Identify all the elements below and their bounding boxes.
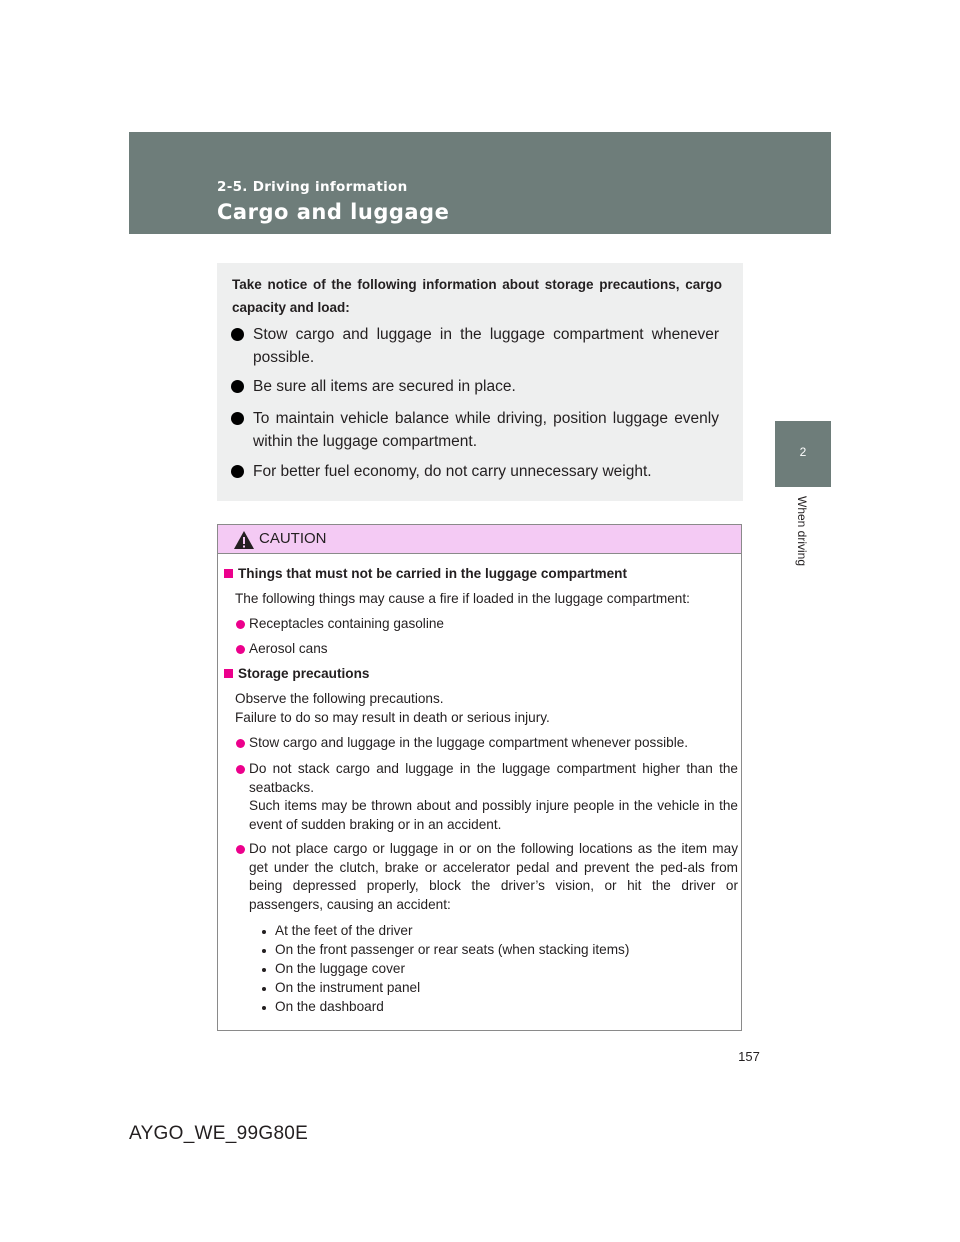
info-item <box>253 407 719 453</box>
bullet-icon <box>236 645 245 654</box>
caution-sub-item-text: On the front passenger or rear seats (when stacking items) <box>275 942 630 957</box>
square-bullet-icon <box>224 569 233 578</box>
caution-heading-text: Storage precautions <box>238 666 370 681</box>
header-band <box>129 132 831 234</box>
info-intro: Take notice of the following information about storage precautions, cargo capacity and load: <box>232 277 722 315</box>
info-box <box>217 263 743 501</box>
caution-bullet-text: Receptacles containing gasoline <box>249 616 444 631</box>
info-item-text: Stow cargo and luggage in the luggage compartment whenever possible. <box>253 326 719 366</box>
caution-text: Observe the following precautions. <box>235 691 444 706</box>
chapter-label: When driving <box>795 496 809 567</box>
caution-text: Failure to do so may result in death or serious injury. <box>235 710 550 725</box>
caution-sub-item <box>260 960 745 979</box>
bullet-icon <box>231 328 244 341</box>
caution-bullet-text: Aerosol cans <box>249 641 328 656</box>
info-item <box>253 460 719 483</box>
bullet-icon <box>262 1006 266 1010</box>
caution-sub-item-text: On the dashboard <box>275 999 384 1014</box>
caution-heading-text: Things that must not be carried in the luggage compartment <box>238 566 627 581</box>
info-item <box>253 323 719 369</box>
caution-sub-item-text: On the instrument panel <box>275 980 421 995</box>
caution-heading <box>224 665 369 684</box>
bullet-icon <box>262 930 266 934</box>
info-item <box>253 375 719 398</box>
info-item-text: To maintain vehicle balance while driving, position luggage evenly within the luggage compartment. <box>253 410 719 450</box>
chapter-tab <box>775 421 831 487</box>
caution-bullet-continuation: Such items may be thrown about and possibly injure people in the vehicle in the event of sudden braking or in an accident. <box>249 798 738 832</box>
bullet-icon <box>236 845 245 854</box>
caution-sub-item <box>260 941 745 960</box>
warning-triangle-icon <box>233 530 255 550</box>
info-item-text: For better fuel economy, do not carry unnecessary weight. <box>253 463 652 480</box>
caution-box <box>217 524 742 1031</box>
caution-bullet <box>249 734 738 753</box>
bullet-icon <box>231 465 244 478</box>
bullet-icon <box>236 739 245 748</box>
chapter-number: 2 <box>799 445 807 459</box>
bullet-icon <box>231 412 244 425</box>
caution-bullet-text: Stow cargo and luggage in the luggage compartment whenever possible. <box>249 735 689 750</box>
caution-sub-item-text: At the feet of the driver <box>275 923 413 938</box>
caution-sub-item-text: On the luggage cover <box>275 961 405 976</box>
page-number: 157 <box>738 1049 760 1064</box>
caution-text: The following things may cause a fire if loaded in the luggage compartment: <box>235 591 690 606</box>
bullet-icon <box>262 949 266 953</box>
caution-bullet <box>249 640 738 659</box>
caution-bullet-text: Do not place cargo or luggage in or on the following locations as the item may get under the clutch, brake or accelerator pedal and prevent the ped-als from being depressed properly, block the driver’s vision, or hit the driver or passengers, causing an accident: <box>249 841 738 912</box>
square-bullet-icon <box>224 669 233 678</box>
caution-bullet <box>249 760 738 797</box>
caution-bullet-text: Do not stack cargo and luggage in the luggage compartment higher than the seatbacks. <box>249 761 738 795</box>
bullet-icon <box>231 380 244 393</box>
caution-title: CAUTION <box>259 530 327 547</box>
caution-sub-item <box>260 979 745 998</box>
info-item-text: Be sure all items are secured in place. <box>253 378 516 395</box>
caution-heading <box>224 565 627 584</box>
bullet-icon <box>262 987 266 991</box>
caution-bullet <box>249 615 738 634</box>
section-label: 2-5. Driving information <box>217 179 408 195</box>
bullet-icon <box>262 968 266 972</box>
caution-header <box>218 525 741 554</box>
caution-sub-item <box>260 922 745 941</box>
bullet-icon <box>236 620 245 629</box>
page-title: Cargo and luggage <box>217 200 450 224</box>
bullet-icon <box>236 765 245 774</box>
caution-sub-item <box>260 998 745 1017</box>
caution-bullet <box>249 840 738 914</box>
document-code: AYGO_WE_99G80E <box>129 1123 309 1144</box>
